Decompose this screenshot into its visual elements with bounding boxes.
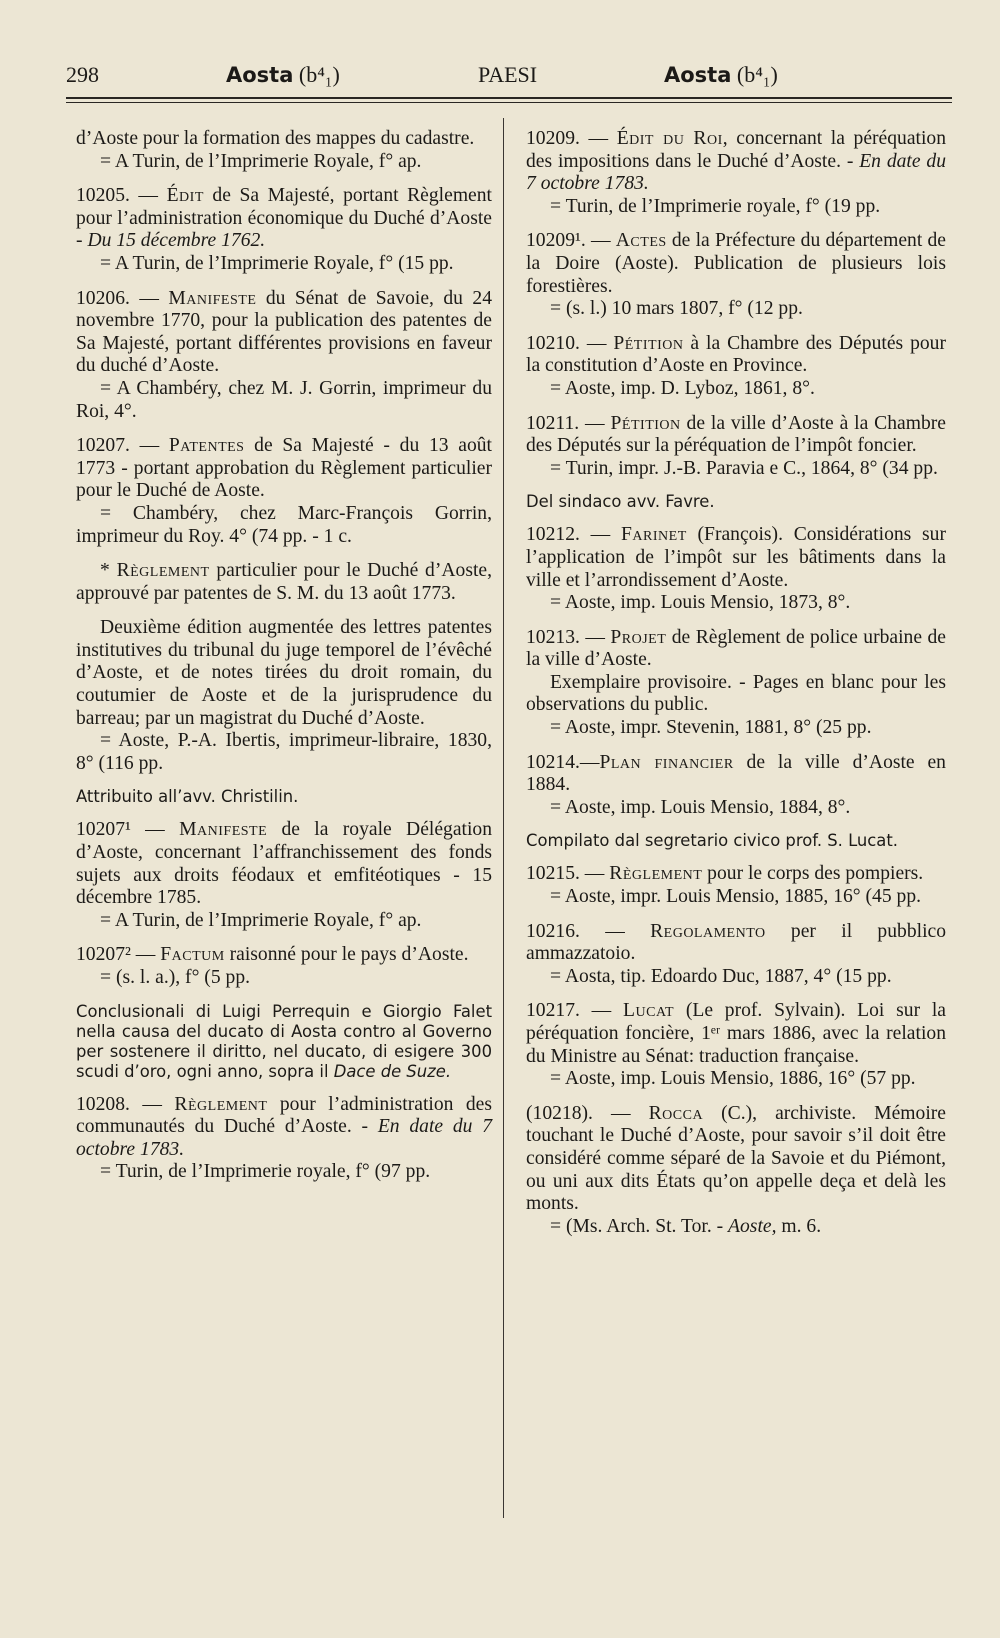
entry-dash: — — [579, 524, 622, 546]
entry-body — [526, 333, 946, 378]
entry-text: particulier pour le Duché d’Aoste, approuvé par patentes de S. M. du 13 août 1773. — [76, 560, 492, 604]
note-lucat: Compilato dal segretario civico prof. S. Lucat. — [526, 831, 898, 851]
header-left-title: Aosta — [226, 63, 294, 87]
entry-imprint — [526, 1216, 946, 1239]
running-header — [66, 56, 952, 96]
entry-date: En date du 7 octobre 1783. — [526, 150, 947, 195]
column-divider — [503, 118, 504, 1518]
entry-title: Manifeste — [168, 287, 257, 309]
entry-body — [76, 288, 492, 378]
entry-number: 10209. — [526, 128, 580, 149]
entry-10213 — [526, 627, 946, 740]
entry-number: 10211. — [526, 412, 580, 434]
entry-number: 10213. — [526, 626, 580, 648]
entry-body — [526, 1103, 946, 1216]
entry-number: 10207. — [76, 435, 130, 457]
entry-number: 10207² — [76, 944, 131, 966]
entry-text: (C.), archiviste. Mémoire touchant le Duché d’Aoste, pour savoir s’il doit être considéré comme séparé de la Savoie et du Piémont, ou uni aux dits États qu’on appelle deça et delà les monts. — [526, 1102, 946, 1215]
note-conclusionali — [76, 1002, 492, 1082]
entry-body — [76, 819, 492, 909]
entry-10208 — [76, 1094, 492, 1184]
header-left — [226, 62, 340, 88]
header-rule-thin — [66, 102, 952, 103]
entry-10210 — [526, 333, 946, 401]
entry-number: 10207¹ — [76, 819, 131, 841]
entry-number: 10217. — [526, 1000, 580, 1022]
entry-text: de la royale Délégation d’Aoste, concernant l’affranchissement des fonds sujets aux droits féodaux et emfitéotiques - 15 décembre 1785. — [76, 819, 492, 909]
entry-text: de Sa Majesté, portant Règlement pour l’administration économique du Duché d’Aoste - — [76, 185, 492, 252]
entry-10214 — [526, 752, 946, 820]
header-center: PAESI — [478, 62, 538, 87]
note-christilin: Attribuito all’avv. Christilin. — [76, 787, 299, 807]
entry-title: Manifeste — [179, 819, 268, 841]
entry-body — [526, 752, 946, 797]
entry-text: pour le corps des pompiers. — [702, 863, 924, 885]
note-text: Conclusionali di Luigi Perrequin e Giorgio Falet nella causa del ducato di Aosta contro al Governo per sostenere il diritto, nel ducato, di esigere 300 scudi d’oro, ogni anno, sopra il — [76, 1001, 492, 1081]
entry-imprint: = Aoste, impr. Stevenin, 1881, 8° (25 pp. — [550, 717, 872, 739]
entry-date: Du 15 décembre 1762. — [87, 230, 266, 252]
entry-body — [526, 921, 946, 966]
entry-body — [526, 413, 946, 458]
header-right-sub: (b⁴₁) — [736, 62, 778, 87]
left-column — [76, 128, 492, 1196]
entry-number: 10212. — [526, 524, 580, 546]
entry-10217 — [526, 1000, 946, 1090]
entry-imprint: = Turin, de l’Imprimerie royale, f° (97 pp. — [100, 1161, 431, 1183]
right-column — [526, 128, 946, 1250]
entry-title: Lucat — [623, 1000, 675, 1022]
entry-body — [76, 944, 492, 967]
entry-title: Édit — [166, 185, 204, 207]
entry-10216 — [526, 921, 946, 989]
entry-text: de la ville d’Aoste en 1884. — [526, 751, 946, 796]
entry-imprint: = Aoste, imp. D. Lyboz, 1861, 8°. — [550, 377, 815, 399]
entry-title: Pétition — [613, 332, 684, 354]
entry-body — [526, 863, 946, 886]
note-emphasis: Dace de Suze. — [333, 1061, 452, 1081]
entry-number: 10215. — [526, 863, 580, 885]
entry-body — [526, 524, 946, 592]
entry-imprint: = Turin, impr. J.-B. Paravia e C., 1864, 8° (34 pp. — [550, 457, 938, 479]
entry-dash: — — [579, 920, 651, 942]
entry-body — [526, 627, 946, 672]
entry-extra: Exemplaire provisoire. - Pages en blanc pour les observations du public. — [526, 671, 946, 716]
entry-10207 — [76, 435, 492, 548]
entry-deuxieme-edition — [76, 617, 492, 775]
header-left-sub: (b⁴₁) — [298, 62, 340, 87]
entry-10207-2 — [76, 944, 492, 989]
entry-imprint: = Aoste, imp. Louis Mensio, 1884, 8°. — [550, 796, 851, 818]
entry-10205 — [76, 185, 492, 275]
entry-imprint: = Aoste, imp. Louis Mensio, 1886, 16° (57 pp. — [550, 1068, 916, 1090]
entry-text: pour l’administration des communautés du Duché d’Aoste. - — [76, 1093, 493, 1138]
entry-date: En date du 7 octobre 1783. — [76, 1116, 492, 1160]
entry-text: raisonné pour le pays d’Aoste. — [224, 944, 469, 966]
entry-text: Deuxième édition augmentée des lettres patentes institutives du tribunal du juge temporel de l’évêché d’Aoste, et de notes tirées du droit romain, du coutumier de Aoste et de la jurisprudence du barreau; par un magistrat du Duché d’Aoste. — [76, 617, 492, 729]
entry-imprint: = (s. l. a.), f° (5 pp. — [100, 967, 251, 988]
entry-body — [526, 230, 946, 298]
imprint-text: = (Ms. Arch. St. Tor. - — [550, 1215, 729, 1237]
entry-10209-1 — [526, 230, 946, 320]
entry-number: 10208. — [76, 1093, 130, 1115]
entry-dash: — — [129, 287, 169, 309]
entry-10206 — [76, 288, 492, 424]
entry-dash: — — [579, 412, 611, 434]
page-number: 298 — [66, 62, 99, 87]
entry-dash: — — [579, 863, 610, 885]
entry-imprint: = Aoste, imp. Louis Mensio, 1873, 8°. — [550, 592, 851, 614]
entry-body — [76, 1094, 492, 1162]
entry-imprint: = Chambéry, chez Marc-François Gorrin, imprimeur du Roy. 4° (74 pp. - 1 c. — [76, 502, 492, 547]
entry-10212 — [526, 524, 946, 614]
entry-10215 — [526, 863, 946, 908]
entry-imprint: = A Turin, de l’Imprimerie Royale, f° (15 pp. — [100, 252, 454, 274]
entry-title: Règlement — [174, 1093, 268, 1115]
entry-text: du Sénat de Savoie, du 24 novembre 1770, pour la publication des patentes de Sa Majesté, portant différentes provisions en faveur du duché d’Aoste. — [76, 287, 492, 377]
entry-title: Édit du Roi — [616, 128, 723, 149]
entry-dash: — — [579, 128, 617, 149]
entry-10211 — [526, 413, 946, 481]
entry-text: de Règlement de police urbaine de la ville d’Aoste. — [526, 626, 946, 671]
entry-star: * — [100, 560, 117, 582]
header-rule-thick — [66, 97, 952, 99]
entry-text: per il pubblico ammazzatoio. — [526, 920, 947, 965]
entry-dash: — — [130, 819, 180, 841]
entry-imprint: = A Turin, de l’Imprimerie Royale, f° ap. — [100, 150, 422, 172]
entry-text: d’Aoste pour la formation des mappes du cadastre. — [76, 128, 475, 149]
entry-dash: — — [129, 1093, 175, 1115]
entry-imprint: = A Chambéry, chez M. J. Gorrin, imprimeur du Roi, 4°. — [76, 377, 492, 422]
entry-body — [526, 1000, 946, 1068]
entry-reglement-star — [76, 560, 492, 605]
entry-title: Regolamento — [650, 920, 766, 942]
entry-title: Factum — [160, 944, 225, 966]
entry-title: Pétition — [610, 412, 681, 434]
note-favre: Del sindaco avv. Favre. — [526, 492, 715, 512]
imprint-end: m. 6. — [776, 1215, 822, 1237]
header-right — [664, 62, 778, 88]
entry-imprint: = Aoste, impr. Louis Mensio, 1885, 16° (45 pp. — [550, 886, 922, 908]
entry-title: Projet — [610, 626, 667, 648]
entry-imprint: = (s. l.) 10 mars 1807, f° (12 pp. — [550, 298, 803, 320]
entry-title: Règlement — [116, 560, 210, 582]
entry-text: , concernant la péréquation des impositions dans le Duché d’Aoste. - — [526, 128, 947, 172]
entry-dash: — — [592, 1102, 649, 1124]
entry-dash: — — [130, 944, 161, 966]
entry-dash: — — [579, 332, 614, 354]
entry-title: Actes — [615, 230, 667, 252]
entry-title: Plan financier — [599, 751, 734, 773]
entry-continued — [76, 128, 492, 173]
entry-title: Règlement — [609, 863, 703, 885]
entry-10209 — [526, 128, 946, 218]
entry-imprint: = Aoste, P.-A. Ibertis, imprimeur-libraire, 1830, 8° (116 pp. — [76, 730, 492, 774]
entry-number: 10209¹. — [526, 230, 586, 252]
entry-text: (François). Considérations sur l’application de l’impôt sur les bâtiments dans la ville et l’arrondissement d’Aoste. — [526, 524, 947, 591]
entry-text: à la Chambre des Députés pour la constitution d’Aoste en Province. — [526, 332, 946, 377]
entry-dash: — — [129, 435, 169, 457]
entry-10207-1 — [76, 819, 492, 932]
entry-body — [76, 435, 492, 503]
entry-text: de la ville d’Aoste à la Chambre des Députés sur la péréquation de l’impôt foncier. — [526, 412, 946, 457]
entry-title: Farinet — [621, 524, 687, 546]
entry-body — [76, 560, 492, 605]
entry-title: Patentes — [168, 435, 245, 457]
entry-number: (10218). — [526, 1102, 593, 1124]
entry-imprint: = Turin, de l’Imprimerie royale, f° (19 pp. — [550, 195, 881, 217]
entry-dash: — — [579, 626, 611, 648]
entry-body — [526, 128, 946, 196]
entry-number: 10205. — [76, 185, 130, 207]
entry-dash: — — [579, 751, 600, 773]
entry-text: de la Préfecture du département de la Doire (Aoste). Publication de plusieurs lois forestières. — [526, 230, 946, 297]
entry-dash: — — [585, 230, 616, 252]
entry-number: 10206. — [76, 287, 130, 309]
entry-body — [76, 185, 492, 253]
entry-title: Rocca — [648, 1102, 704, 1124]
entry-number: 10210. — [526, 332, 580, 354]
entry-text: (Le prof. Sylvain). Loi sur la péréquation foncière, 1ᵉʳ mars 1886, avec la relation du Ministre au Sénat: traduction française. — [526, 1000, 947, 1067]
header-right-title: Aosta — [664, 63, 732, 87]
entry-imprint: = Aosta, tip. Edoardo Duc, 1887, 4° (15 pp. — [550, 965, 892, 987]
entry-number: 10214. — [526, 751, 580, 773]
entry-dash: — — [129, 185, 167, 207]
imprint-emphasis: Aoste, — [728, 1215, 777, 1237]
entry-number: 10216. — [526, 920, 580, 942]
entry-10218 — [526, 1103, 946, 1239]
entry-text: de Sa Majesté - du 13 août 1773 - portant approbation du Règlement particulier pour le Duché de Aoste. — [76, 435, 492, 502]
entry-imprint: = A Turin, de l’Imprimerie Royale, f° ap. — [100, 909, 422, 931]
entry-dash: — — [579, 1000, 624, 1022]
